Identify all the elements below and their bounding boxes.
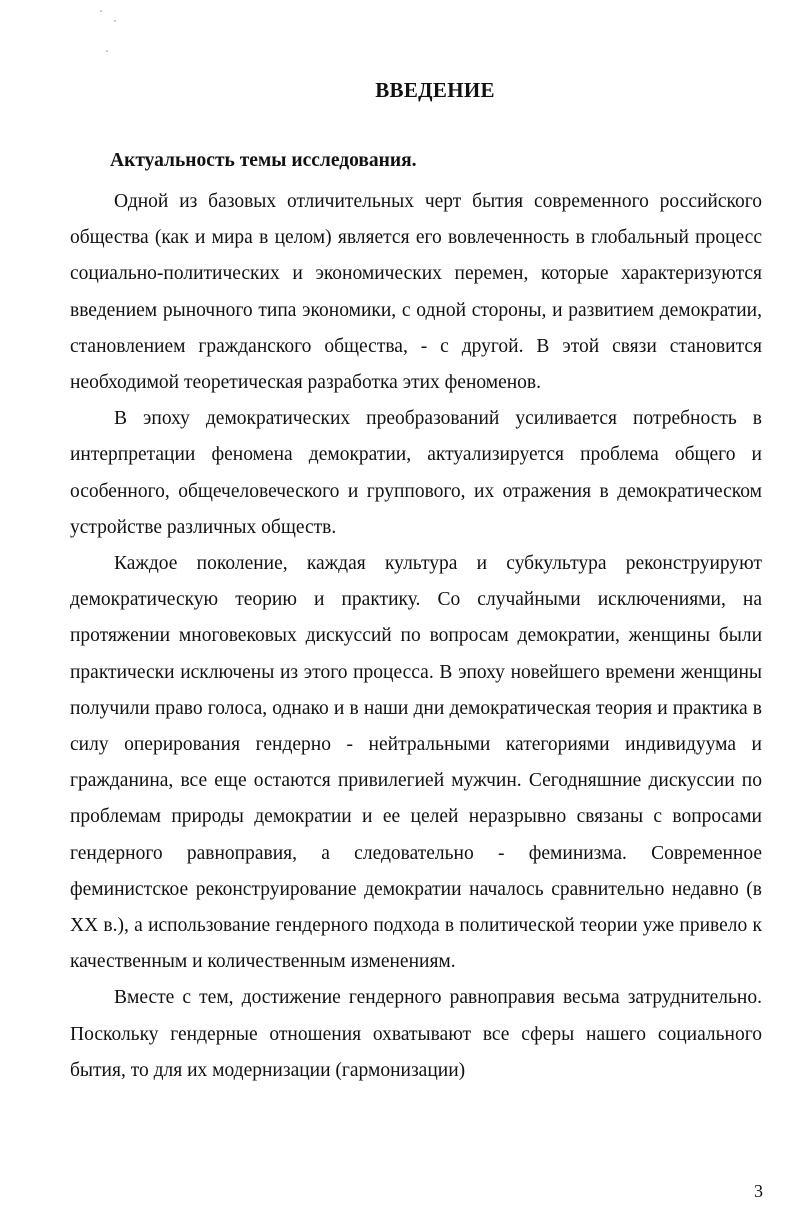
body-text [70,184,762,1089]
page-number: 3 [754,1181,763,1201]
paragraph: В эпоху демократических преобразований усиливается потребность в интерпретации феномена демократии, актуализируется проблема общего и особенного, общечеловеческого и группового, их отражения в демократическом устройстве различных обществ. [70,408,762,538]
scan-speck [100,10,102,12]
page-heading: ВВЕДЕНИЕ [375,78,495,102]
paragraph: Вместе с тем, достижение гендерного равноправия весьма затруднительно. Поскольку гендерные отношения охватывают все сферы нашего социального бытия, то для их модернизации (гармонизации) [70,987,762,1081]
scan-speck [114,20,116,22]
section-title: Актуальность темы исследования. [110,150,417,171]
scan-speck [106,50,108,52]
paragraph: Каждое поколение, каждая культура и субкультура реконструируют демократическую теорию и практику. Со случайными исключениями, на протяжении многовековых дискуссий по вопросам демократии, женщины были практически исключены из этого процесса. В эпоху новейшего времени женщины получили право голоса, однако и в наши дни демократическая теория и практика в силу оперирования гендерно - нейтральными категориями индивидуума и гражданина, все еще остаются привилегией мужчин. Сегодняшние дискуссии по проблемам природы демократии и ее целей неразрывно связаны с вопросами гендерного равноправия, а следовательно - феминизма. Современное феминистское реконструирование демократии началось сравнительно недавно (в XX в.), а использование гендерного подхода в политической теории уже привело к качественным и количественным изменениям. [70,553,762,973]
paragraph: Одной из базовых отличительных черт бытия современного российского общества (как и мира в целом) является его вовлеченность в глобальный процесс социально-политических и экономических перемен, которые характеризуются введением рыночного типа экономики, с одной стороны, и развитием демократии, становлением гражданского общества, - с другой. В этой связи становится необходимой теоретическая разработка этих феноменов. [70,191,762,394]
